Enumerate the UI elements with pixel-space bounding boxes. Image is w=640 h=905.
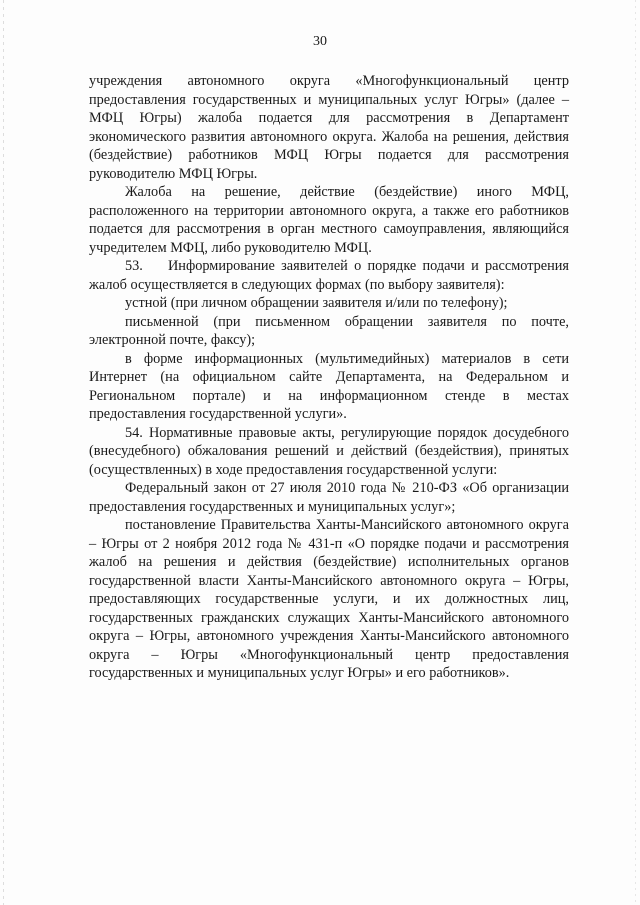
document-body [89, 72, 573, 683]
paragraph-government-resolution: постановление Правительства Ханты-Мансийского автономного округа – Югры от 2 ноября 2012 года № 431-п «О порядке подачи и рассмотрения жалоб на решения и действия (бездействие) исполнительных органов государственной власти Ханты-Мансийского автономного округа – Югры, предоставляющих государственные услуги, и их должностных лиц, государственных гражданских служащих Ханты-Мансийского автономного округа – Югры, автономного учреждения Ханты-Мансийского автономного округа – Югры «Многофункциональный центр предоставления государственных и муниципальных услуг Югры» и его работников». [89, 517, 569, 681]
paragraph-53-informing: 53. Информирование заявителей о порядке подачи и рассмотрения жалоб осуществляется в следующих формах (по выбору заявителя): [89, 258, 573, 293]
paragraph-mfc-complaint: учреждения автономного округа «Многофункциональный центр предоставления государственных и муниципальных услуг Югры» (далее – МФЦ Югры) жалоба подается для рассмотрения в Департамент экономического развития автономного округа. Жалоба на решения, действия (бездействие) работников МФЦ Югры подается для рассмотрения руководителю МФЦ Югры. [89, 73, 569, 182]
scan-edge-left [3, 0, 4, 905]
page-number: 30 [313, 34, 327, 49]
scan-edge-right [635, 0, 636, 905]
paragraph-oral-form: устной (при личном обращении заявителя и/или по телефону); [125, 295, 508, 311]
paragraph-federal-law: Федеральный закон от 27 июля 2010 года № 210-ФЗ «Об организации предоставления государственных и муниципальных услуг»; [89, 480, 569, 515]
paragraph-54-legal-acts: 54. Нормативные правовые акты, регулирующие порядок досудебного (внесудебного) обжалования решений и действий (бездействия), принятых (осуществленных) в ходе предоставления государственной услуги: [89, 424, 569, 478]
paragraph-other-mfc-complaint: Жалоба на решение, действие (бездействие) иного МФЦ, расположенного на территории автономного округа, а также его работников подается для рассмотрения в орган местного самоуправления, являющийся учредителем МФЦ, либо руководителю МФЦ. [89, 184, 569, 256]
paragraph-written-form: письменной (при письменном обращении заявителя по почте, электронной почте, факсу); [89, 313, 569, 348]
paragraph-internet-form: в форме информационных (мультимедийных) материалов в сети Интернет (на официальном сайте Департамента, на Федеральном и Региональном портале) и на информационном стенде в местах предоставления государственной услуги». [89, 350, 569, 422]
